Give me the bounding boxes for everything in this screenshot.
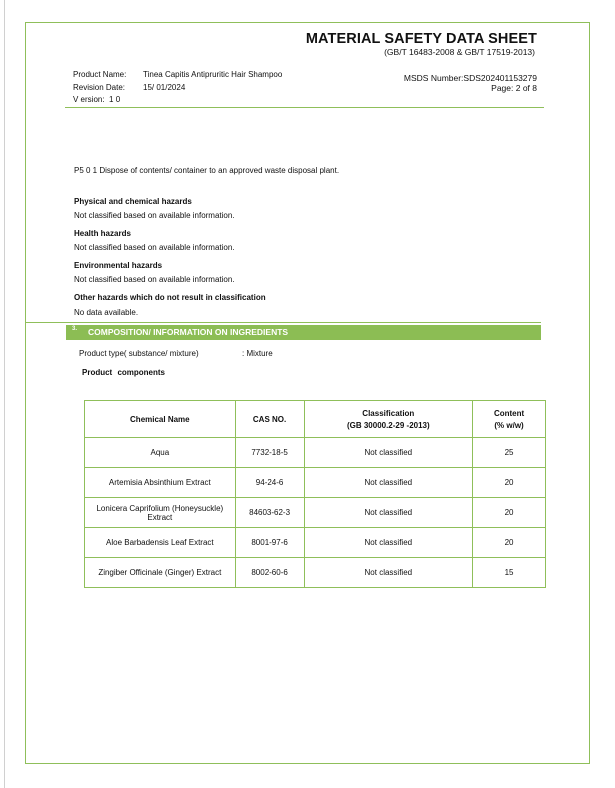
cas-cell: 94-24-6 [235, 468, 304, 498]
product-type-label: Product type( substance/ mixture) [79, 349, 199, 358]
revision-date-label: Revision Date: [73, 82, 126, 92]
page-number: Page: 2 of 8 [491, 83, 537, 93]
section-3-header [66, 325, 541, 340]
classification-cell: Not classified [304, 528, 473, 558]
col-classification-line2: (GB 30000.2-29 -2013) [346, 420, 430, 430]
cas-cell: 84603-62-3 [235, 498, 304, 528]
chemical-name-cell: Aloe Barbadensis Leaf Extract [85, 528, 236, 558]
header-divider [65, 107, 544, 108]
composition-table [84, 400, 546, 588]
product-type-value: : Mixture [242, 349, 273, 358]
cas-cell: 8002-60-6 [235, 558, 304, 588]
cas-cell: 7732-18-5 [235, 438, 304, 468]
table-header-row [85, 401, 546, 438]
page-frame [25, 22, 590, 764]
msds-info [404, 73, 537, 93]
environmental-hazards-text: Not classified based on available information. [74, 275, 235, 284]
document-title: MATERIAL SAFETY DATA SHEET [305, 31, 537, 47]
cas-cell: 8001-97-6 [235, 528, 304, 558]
table-row [85, 558, 546, 588]
product-components-heading: Product components [82, 368, 166, 377]
content-cell: 15 [473, 558, 546, 588]
table-row [85, 468, 546, 498]
health-hazards-text: Not classified based on available information. [74, 243, 235, 252]
product-name: Tinea Capitis Antipruritic Hair Shampoo [143, 70, 283, 79]
p501-statement: P5 0 1 Dispose of contents/ container to an approved waste disposal plant. [74, 166, 340, 175]
environmental-hazards-heading: Environmental hazards [74, 261, 163, 270]
chemical-name-cell: Aqua [85, 438, 236, 468]
section-divider [26, 322, 541, 323]
msds-number: MSDS Number:SDS202401153279 [403, 73, 537, 83]
product-info [73, 69, 282, 107]
table-row [85, 528, 546, 558]
table-row [85, 438, 546, 468]
version-label: V ersion: [73, 95, 105, 104]
other-hazards-text: No data available. [74, 308, 139, 317]
section-number: 3. [72, 326, 78, 332]
classification-cell: Not classified [304, 498, 473, 528]
other-hazards-heading: Other hazards which do not result in classification [74, 293, 266, 302]
col-content-line2: (% w/w) [494, 420, 524, 430]
classification-cell: Not classified [304, 468, 473, 498]
health-hazards-heading: Health hazards [74, 229, 131, 238]
version-value: 1 0 [109, 95, 121, 104]
classification-cell: Not classified [304, 438, 473, 468]
col-classification-line1: Classification [362, 408, 415, 418]
content-cell: 20 [473, 528, 546, 558]
content-cell: 25 [473, 438, 546, 468]
product-name-label: Product Name: [73, 70, 127, 79]
physical-hazards-text: Not classified based on available information. [74, 211, 235, 220]
classification-cell: Not classified [304, 558, 473, 588]
section-title: COMPOSITION/ INFORMATION ON INGREDIENTS [88, 327, 289, 337]
physical-hazards-heading: Physical and chemical hazards [74, 197, 192, 206]
content-cell: 20 [473, 468, 546, 498]
col-content-line1: Content [493, 408, 525, 418]
table-row [85, 498, 546, 528]
revision-date: 15/ 01/2024 [143, 82, 186, 92]
col-chemical-name: Chemical Name [85, 401, 236, 438]
document-subtitle: (GB/T 16483-2008 & GB/T 17519-2013) [384, 47, 535, 57]
page-edge [4, 0, 5, 788]
chemical-name-cell: Lonicera Caprifolium (Honeysuckle) Extract [85, 498, 236, 528]
col-classification [304, 401, 473, 438]
col-cas-no: CAS NO. [235, 401, 304, 438]
col-content [473, 401, 546, 438]
content-cell: 20 [473, 498, 546, 528]
chemical-name-cell: Zingiber Officinale (Ginger) Extract [85, 558, 236, 588]
chemical-name-cell: Artemisia Absinthium Extract [85, 468, 236, 498]
